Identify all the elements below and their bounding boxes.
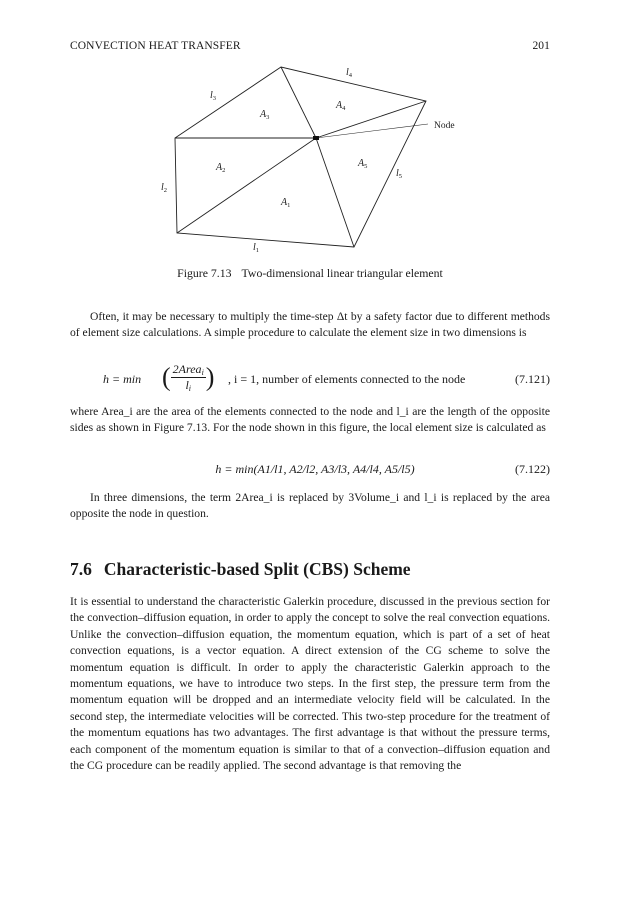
section-heading bbox=[70, 559, 550, 580]
eq122-expression: h = min(A1/l1, A2/l2, A3/l3, A4/l4, A5/l5) bbox=[215, 462, 415, 476]
label-a1: $A_1$ bbox=[281, 197, 291, 209]
edge-node-bottom bbox=[316, 138, 354, 247]
running-title: CONVECTION HEAT TRANSFER bbox=[70, 40, 241, 52]
label-l1: $l_1$ bbox=[253, 242, 260, 254]
node-marker bbox=[313, 136, 319, 140]
label-l5: $l_5$ bbox=[396, 168, 403, 180]
edge-node-right bbox=[316, 101, 426, 138]
label-a3: $A_3$ bbox=[260, 109, 270, 121]
label-a4: $A_4$ bbox=[336, 100, 346, 112]
eq121-number: (7.121) bbox=[515, 372, 550, 386]
edge-node-bottomleft bbox=[177, 138, 316, 233]
eq122-number: (7.122) bbox=[515, 462, 550, 476]
edge-node-top bbox=[281, 67, 316, 138]
section-number: 7.6 bbox=[70, 559, 92, 579]
paragraph-three-dimensions: In three dimensions, the term 2Area_i is replaced by 3Volume_i and l_i is replaced by the area opposite the node in question. bbox=[70, 491, 550, 521]
paragraph-cbs-intro: It is essential to understand the characteristic Galerkin procedure, discussed in the previous section for the convection–diffusion equation, in order to apply the concept to solve the real convection equations. Unlike the convection–diffusion equation, the momentum equation, which is part of a set of heat convection equations, is a vector equation. A direct extension of the CG scheme to solve the momentum equation is difficult. In order to apply the characteristic Galerkin approach to the momentum equations, we have to introduce two steps. In the first step, the pressure term from the momentum equation will be dropped and an intermediate velocity field will be calculated. In the second step, the intermediate velocities will be corrected. This two-step procedure for the treatment of the momentum equations has two advantages. The first advantage is that without the pressure terms, each component of the momentum equation is similar to that of a convection–diffusion equation and the CG procedure can be readily applied. The second advantage is that removing the bbox=[70, 595, 550, 773]
figure-caption-text: Two-dimensional linear triangular element bbox=[241, 266, 443, 280]
eq121-lhs: h = min bbox=[103, 372, 142, 386]
eq121-fraction: $\frac{2Area_i}{l_i}$ bbox=[172, 362, 204, 393]
page-number: 201 bbox=[532, 40, 550, 52]
label-node: Node bbox=[434, 121, 455, 131]
element-mesh bbox=[175, 67, 428, 247]
figure-number: Figure 7.13 bbox=[177, 266, 232, 280]
section-title: Characteristic-based Split (CBS) Scheme bbox=[103, 559, 411, 579]
figure-caption bbox=[70, 266, 550, 281]
equation-7-121 bbox=[70, 362, 550, 406]
paragraph-area-definition: where Area_i are the area of the elements connected to the node and l_i are the length of the opposite sides as shown in Figure 7.13. For the node shown in this figure, the local element size is calculated as bbox=[70, 405, 550, 435]
triangular-element-figure bbox=[0, 0, 619, 262]
label-a2: $A_2$ bbox=[216, 162, 226, 174]
label-l2: $l_2$ bbox=[161, 182, 168, 194]
paragraph-timestep: Often, it may be necessary to multiply the time-step Δt by a safety factor due to different methods of element size calculations. A simple procedure to calculate the element size in two dimensions is bbox=[70, 310, 550, 340]
label-l3: $l_3$ bbox=[210, 90, 217, 102]
label-l4: $l_4$ bbox=[346, 67, 353, 79]
eq121-condition: , i = 1, number of elements connected to the node bbox=[228, 372, 466, 386]
label-a5: $A_5$ bbox=[358, 158, 368, 170]
eq121-fraction-group: ( $\frac{2Area_i}{l_i}$ ) bbox=[162, 362, 215, 393]
